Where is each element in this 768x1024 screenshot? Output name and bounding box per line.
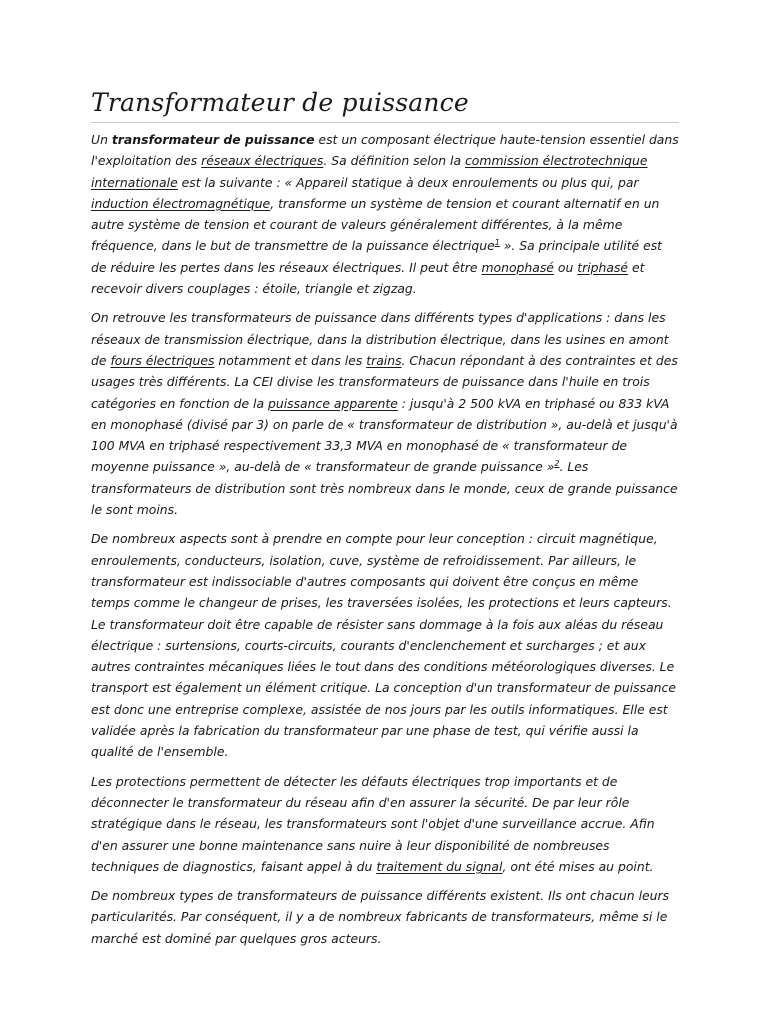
- text: , transforme un système de tension et courant alternatif en un autre système de tension et courant de valeurs généralement différentes, à la même fréquence, dans le but de transmettre de la puissance électrique: [91, 195, 660, 254]
- text: Les protections permettent de détecter les défauts électriques trop importants et de déconnecter le transformateur du réseau afin d'en assurer la sécurité. De par leur rôle stratégique dans le réseau, les transformateurs sont l'objet d'une surveillance accrue. Afin d'en assurer une bonne maintenance sans nuire à leur disponibilité de nombreuses techniques de diagnostics, faisant appel à du: [91, 773, 655, 874]
- text: ou: [553, 259, 578, 275]
- reference-2[interactable]: 2: [554, 459, 560, 469]
- text: On retrouve les transformateurs de puissance dans différents types d'applications : dans les réseaux de transmission électrique, dans la distribution électrique, dans les usines en amont de: [91, 310, 669, 368]
- page-title: Transformateur de puissance: [91, 86, 679, 123]
- text: , ont été mises au point.: [502, 858, 654, 874]
- paragraph-applications: [91, 307, 679, 520]
- link-monophase[interactable]: monophasé: [481, 259, 554, 275]
- link-reseaux-electriques[interactable]: réseaux électriques: [201, 153, 324, 169]
- link-induction-electromagnetique[interactable]: induction électromagnétique: [91, 195, 271, 211]
- text: est la suivante : « Appareil statique à deux enroulements ou plus qui, par: [177, 174, 639, 190]
- reference-1[interactable]: 1: [494, 238, 500, 248]
- text: et recevoir divers couplages : étoile, triangle et zigzag.: [91, 259, 645, 297]
- article: [91, 86, 679, 957]
- link-puissance-apparente[interactable]: puissance apparente: [267, 395, 398, 411]
- link-triphase[interactable]: triphasé: [577, 259, 629, 275]
- paragraph-intro: [91, 129, 679, 299]
- text: . Chacun répondant à des contraintes et des usages très différents. La CEI divise les transformateurs de puissance dans l'huile en trois catégories en fonction de la: [91, 352, 678, 411]
- link-fours-electriques[interactable]: fours électriques: [110, 352, 215, 368]
- paragraph-conception: De nombreux aspects sont à prendre en compte pour leur conception : circuit magnétique, enroulements, conducteurs, isolation, cuve, système de refroidissement. Par ailleurs, le transformateur est indissociable d'autres composants qui doivent être conçus en même temps comme le changeur de prises, les traversées isolées, les protections et leurs capteurs. Le transformateur doit être capable de résister sans dommage à la fois aux aléas du réseau électrique : surtensions, courts-circuits, courants d'enclenchement et surcharges ; et aux autres contraintes mécaniques liées le tout dans des conditions météorologiques diverses. Le transport est également un élément critique. La conception d'un transformateur de puissance est donc une entreprise complexe, assistée de nos jours par les outils informatiques. Elle est validée après la fabrication du transformateur par une phase de test, qui vérifie aussi la qualité de l'ensemble.: [91, 531, 676, 760]
- text: notamment et dans les: [214, 352, 367, 368]
- paragraph-protections: [91, 771, 679, 877]
- link-trains[interactable]: trains: [366, 352, 402, 368]
- text: Un: [91, 132, 112, 147]
- text: . Sa définition selon la: [323, 153, 465, 169]
- text: . Les transformateurs de distribution sont très nombreux dans le monde, ceux de grande puissance le sont moins.: [91, 459, 678, 518]
- link-commission-electrotechnique[interactable]: commission électrotechnique internationale: [91, 153, 648, 190]
- link-traitement-du-signal[interactable]: traitement du signal: [376, 858, 503, 874]
- paragraph-types: De nombreux types de transformateurs de puissance différents existent. Ils ont chacun leurs particularités. Par conséquent, il y a de nombreux fabricants de transformateurs, même si le marché est dominé par quelques gros acteurs.: [91, 888, 670, 946]
- text: ». Sa principale utilité est de réduire les pertes dans les réseaux électriques. Il peut être: [91, 238, 663, 275]
- text: est un composant électrique haute-tension essentiel dans l'exploitation des: [91, 132, 679, 169]
- text: : jusqu'à 2 500 kVA en triphasé ou 833 kVA en monophasé (divisé par 3) on parle de « transformateur de distribution », au-delà et jusqu'à 100 MVA en triphasé respectivement 33,3 MVA en monophasé de « transformateur de moyenne puissance », au-delà de « transformateur de grande puissance »: [91, 395, 678, 475]
- bold-term: transformateur de puissance: [111, 132, 315, 147]
